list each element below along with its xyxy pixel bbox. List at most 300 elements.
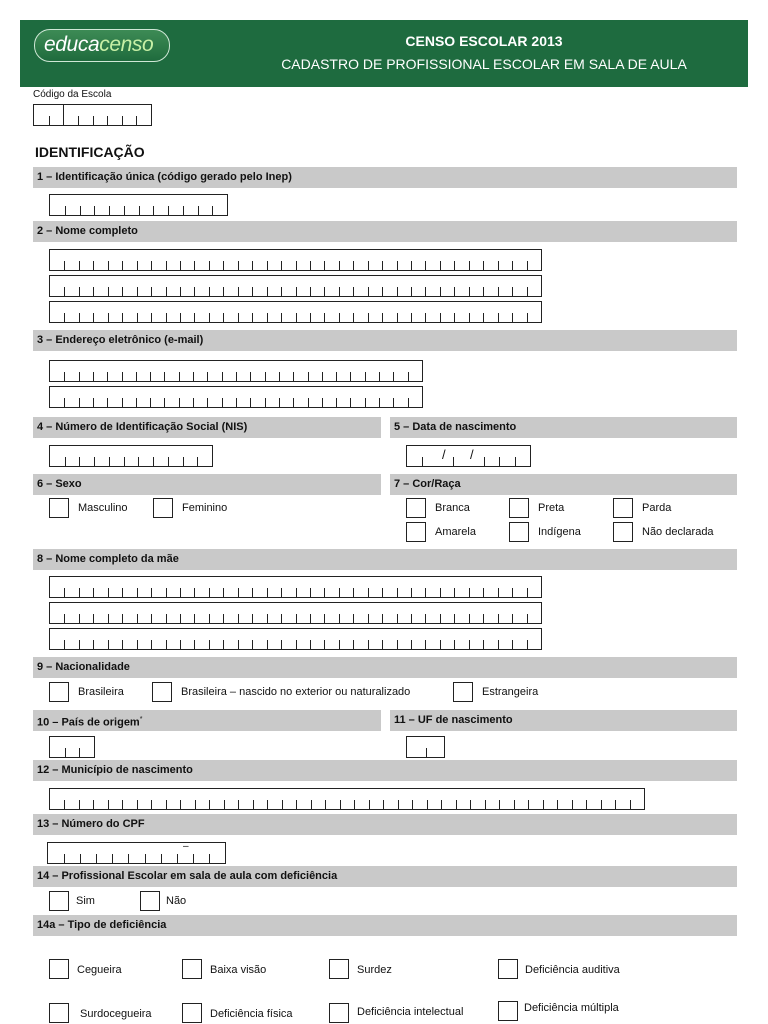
- q1-label: 1 – Identificação única (código gerado pelo Inep): [33, 167, 737, 188]
- q5-label: 5 – Data de nascimento: [390, 417, 737, 438]
- field-tick: [122, 614, 123, 623]
- field-tick: [512, 261, 513, 270]
- field-tick: [512, 588, 513, 597]
- field-tick: [296, 614, 297, 623]
- field-tick: [393, 372, 394, 381]
- raca-preta-label: Preta: [538, 502, 565, 514]
- date-separator-2: /: [470, 447, 474, 462]
- field-tick: [339, 313, 340, 322]
- field-tick: [412, 800, 413, 809]
- field-tick: [194, 287, 195, 296]
- form-subtitle: CADASTRO DE PROFISSIONAL ESCOLAR EM SALA DE AULA: [281, 56, 687, 72]
- field-tick: [382, 588, 383, 597]
- nacionalidade-brasileira-label: Brasileira: [78, 686, 124, 698]
- field-tick: [238, 614, 239, 623]
- field-tick: [80, 854, 81, 863]
- field-tick: [166, 614, 167, 623]
- school-code-field[interactable]: [33, 104, 152, 126]
- field-tick: [138, 457, 139, 466]
- raca-parda-checkbox[interactable]: [613, 498, 633, 518]
- sexo-feminino-checkbox[interactable]: [153, 498, 173, 518]
- field-tick: [108, 614, 109, 623]
- field-tick: [64, 372, 65, 381]
- field-tick: [601, 800, 602, 809]
- field-tick: [498, 313, 499, 322]
- field-tick: [122, 398, 123, 407]
- field-tick: [179, 398, 180, 407]
- field-tick: [324, 614, 325, 623]
- field-tick: [293, 398, 294, 407]
- raca-nao-declarada-checkbox[interactable]: [613, 522, 633, 542]
- field-tick: [197, 457, 198, 466]
- field-tick: [252, 614, 253, 623]
- field-tick: [180, 588, 181, 597]
- field-tick: [79, 261, 80, 270]
- field-tick: [267, 640, 268, 649]
- field-tick: [393, 398, 394, 407]
- field-tick: [49, 116, 50, 125]
- field-tick: [469, 313, 470, 322]
- field-tick: [79, 614, 80, 623]
- email-field-line-2[interactable]: [49, 386, 423, 408]
- field-tick: [150, 398, 151, 407]
- field-tick: [180, 640, 181, 649]
- deficiencia-nao-checkbox[interactable]: [140, 891, 160, 911]
- field-tick: [207, 372, 208, 381]
- field-tick: [151, 261, 152, 270]
- field-tick: [369, 800, 370, 809]
- field-tick: [336, 398, 337, 407]
- field-tick: [470, 800, 471, 809]
- field-tick: [93, 261, 94, 270]
- raca-indigena-label: Indígena: [538, 526, 581, 538]
- field-tick: [469, 261, 470, 270]
- birth-municipality-field[interactable]: [49, 788, 645, 810]
- raca-parda-label: Parda: [642, 502, 672, 514]
- field-tick: [279, 372, 280, 381]
- field-tick: [368, 287, 369, 296]
- field-tick: [238, 313, 239, 322]
- uf-birth-field[interactable]: [406, 736, 445, 758]
- field-tick: [224, 800, 225, 809]
- deficiencia-baixa-visao-label: Baixa visão: [210, 964, 267, 976]
- field-tick: [222, 398, 223, 407]
- field-tick: [324, 640, 325, 649]
- field-tick: [411, 588, 412, 597]
- deficiencia-cegueira-checkbox[interactable]: [49, 959, 69, 979]
- field-tick: [397, 588, 398, 597]
- field-tick: [166, 261, 167, 270]
- field-tick: [454, 614, 455, 623]
- field-tick: [180, 800, 181, 809]
- field-tick: [281, 261, 282, 270]
- field-tick: [456, 800, 457, 809]
- field-tick: [79, 287, 80, 296]
- q13-label: 13 – Número do CPF: [33, 814, 737, 835]
- deficiencia-cegueira-label: Cegueira: [77, 964, 122, 976]
- field-tick: [250, 398, 251, 407]
- field-tick: [339, 287, 340, 296]
- field-tick: [512, 640, 513, 649]
- field-tick: [483, 261, 484, 270]
- q14a-label: 14a – Tipo de deficiência: [33, 915, 737, 936]
- field-tick: [107, 398, 108, 407]
- field-tick: [425, 287, 426, 296]
- field-tick: [93, 640, 94, 649]
- field-tick: [514, 800, 515, 809]
- field-tick: [150, 372, 151, 381]
- deficiencia-multipla-label: Deficiência múltipla: [524, 1002, 619, 1014]
- field-tick: [236, 398, 237, 407]
- raca-preta-checkbox[interactable]: [509, 498, 529, 518]
- field-tick: [310, 261, 311, 270]
- q6-label: 6 – Sexo: [33, 474, 381, 495]
- field-tick: [322, 372, 323, 381]
- deficiencia-sim-label: Sim: [76, 895, 95, 907]
- nis-field[interactable]: [49, 445, 213, 467]
- full-name-field-line-1[interactable]: [49, 249, 542, 271]
- field-tick: [180, 313, 181, 322]
- field-tick: [483, 287, 484, 296]
- field-tick: [281, 614, 282, 623]
- logo-text-educa: educa: [44, 33, 100, 56]
- field-tick: [136, 398, 137, 407]
- field-tick: [265, 398, 266, 407]
- field-tick: [179, 372, 180, 381]
- q12-label: 12 – Município de nascimento: [33, 760, 737, 781]
- field-tick: [293, 372, 294, 381]
- field-tick: [469, 588, 470, 597]
- deficiencia-intelectual-label: Deficiência intelectual: [357, 1006, 464, 1018]
- field-tick: [151, 614, 152, 623]
- deficiencia-surdez-checkbox[interactable]: [329, 959, 349, 979]
- field-tick: [543, 800, 544, 809]
- field-tick: [79, 588, 80, 597]
- field-tick: [440, 313, 441, 322]
- field-tick: [469, 640, 470, 649]
- field-tick: [397, 313, 398, 322]
- field-tick: [379, 398, 380, 407]
- field-tick: [180, 287, 181, 296]
- field-tick: [353, 640, 354, 649]
- field-tick: [194, 640, 195, 649]
- field-tick: [515, 457, 516, 466]
- field-tick: [324, 261, 325, 270]
- deficiencia-multipla-checkbox[interactable]: [498, 1001, 518, 1021]
- field-tick: [151, 287, 152, 296]
- field-tick: [339, 588, 340, 597]
- field-tick: [353, 313, 354, 322]
- raca-nao-declarada-label: Não declarada: [642, 526, 714, 538]
- field-tick: [339, 261, 340, 270]
- date-separator-1: /: [442, 447, 446, 462]
- cpf-field[interactable]: [47, 842, 226, 864]
- field-tick: [93, 116, 94, 125]
- field-tick: [382, 287, 383, 296]
- field-tick: [252, 287, 253, 296]
- field-tick: [223, 313, 224, 322]
- field-tick: [193, 398, 194, 407]
- field-tick: [368, 261, 369, 270]
- field-tick: [223, 588, 224, 597]
- field-tick: [310, 287, 311, 296]
- field-tick: [65, 457, 66, 466]
- field-tick: [64, 854, 65, 863]
- field-tick: [94, 457, 95, 466]
- field-tick: [353, 614, 354, 623]
- field-tick: [586, 800, 587, 809]
- raca-amarela-label: Amarela: [435, 526, 476, 538]
- field-tick: [427, 800, 428, 809]
- birth-date-field[interactable]: [406, 445, 531, 467]
- field-tick: [161, 854, 162, 863]
- field-tick: [498, 588, 499, 597]
- field-tick: [78, 116, 79, 125]
- full-name-field-line-2[interactable]: [49, 275, 542, 297]
- deficiencia-baixa-visao-checkbox[interactable]: [182, 959, 202, 979]
- field-tick: [124, 457, 125, 466]
- field-tick: [137, 287, 138, 296]
- field-tick: [350, 372, 351, 381]
- field-tick: [469, 287, 470, 296]
- field-tick: [252, 313, 253, 322]
- field-tick: [379, 372, 380, 381]
- field-tick: [310, 588, 311, 597]
- field-tick: [368, 614, 369, 623]
- field-tick: [411, 261, 412, 270]
- deficiencia-surdocegueira-checkbox[interactable]: [49, 1003, 69, 1023]
- field-tick: [108, 313, 109, 322]
- field-tick: [528, 800, 529, 809]
- field-tick: [382, 614, 383, 623]
- field-tick: [483, 640, 484, 649]
- field-tick: [267, 287, 268, 296]
- field-tick: [65, 748, 66, 757]
- field-tick: [223, 261, 224, 270]
- field-tick: [265, 372, 266, 381]
- nacionalidade-estrangeira-checkbox[interactable]: [453, 682, 473, 702]
- field-tick: [281, 287, 282, 296]
- field-tick: [109, 457, 110, 466]
- field-tick: [122, 588, 123, 597]
- field-tick: [93, 372, 94, 381]
- field-tick: [279, 398, 280, 407]
- nacionalidade-naturalizado-label: Brasileira – nascido no exterior ou naturalizado: [181, 686, 411, 698]
- q10-footnote-mark: *: [139, 716, 143, 723]
- field-tick: [63, 105, 64, 125]
- field-tick: [527, 614, 528, 623]
- field-tick: [151, 313, 152, 322]
- field-tick: [151, 640, 152, 649]
- field-tick: [308, 398, 309, 407]
- field-tick: [440, 588, 441, 597]
- cpf-dash: –: [183, 841, 189, 852]
- field-tick: [122, 313, 123, 322]
- field-tick: [422, 457, 423, 466]
- field-tick: [397, 640, 398, 649]
- field-tick: [164, 372, 165, 381]
- field-tick: [209, 640, 210, 649]
- sexo-masculino-label: Masculino: [78, 502, 128, 514]
- q9-label: 9 – Nacionalidade: [33, 657, 737, 678]
- field-tick: [194, 313, 195, 322]
- field-tick: [397, 261, 398, 270]
- field-tick: [122, 287, 123, 296]
- field-tick: [168, 206, 169, 215]
- q1-inep-id-field[interactable]: [49, 194, 228, 216]
- full-name-field-line-3[interactable]: [49, 301, 542, 323]
- mother-name-field-line-3[interactable]: [49, 628, 542, 650]
- field-tick: [527, 313, 528, 322]
- field-tick: [322, 398, 323, 407]
- nacionalidade-naturalizado-checkbox[interactable]: [152, 682, 172, 702]
- field-tick: [252, 261, 253, 270]
- q11-label: 11 – UF de nascimento: [390, 710, 737, 731]
- field-tick: [93, 313, 94, 322]
- field-tick: [425, 313, 426, 322]
- field-tick: [207, 398, 208, 407]
- field-tick: [177, 854, 178, 863]
- deficiencia-fisica-checkbox[interactable]: [182, 1003, 202, 1023]
- field-tick: [96, 854, 97, 863]
- q10-label: [33, 710, 381, 731]
- field-tick: [93, 614, 94, 623]
- q7-label: 7 – Cor/Raça: [390, 474, 737, 495]
- field-tick: [454, 313, 455, 322]
- field-tick: [408, 398, 409, 407]
- deficiencia-intelectual-checkbox[interactable]: [329, 1003, 349, 1023]
- deficiencia-nao-label: Não: [166, 895, 187, 907]
- field-tick: [212, 206, 213, 215]
- field-tick: [139, 206, 140, 215]
- field-tick: [137, 640, 138, 649]
- field-tick: [324, 588, 325, 597]
- field-tick: [93, 588, 94, 597]
- field-tick: [441, 800, 442, 809]
- field-tick: [128, 854, 129, 863]
- field-tick: [108, 588, 109, 597]
- field-tick: [108, 261, 109, 270]
- field-tick: [310, 313, 311, 322]
- field-tick: [426, 748, 427, 757]
- field-tick: [483, 313, 484, 322]
- field-tick: [281, 588, 282, 597]
- mother-name-field-line-2[interactable]: [49, 602, 542, 624]
- field-tick: [310, 640, 311, 649]
- raca-amarela-checkbox[interactable]: [406, 522, 426, 542]
- field-tick: [311, 800, 312, 809]
- field-tick: [108, 640, 109, 649]
- field-tick: [238, 800, 239, 809]
- field-tick: [383, 800, 384, 809]
- field-tick: [166, 640, 167, 649]
- sexo-masculino-checkbox[interactable]: [49, 498, 69, 518]
- field-tick: [411, 287, 412, 296]
- field-tick: [382, 261, 383, 270]
- field-tick: [80, 206, 81, 215]
- raca-branca-checkbox[interactable]: [406, 498, 426, 518]
- field-tick: [209, 261, 210, 270]
- field-tick: [425, 614, 426, 623]
- q2-label: 2 – Nome completo: [33, 221, 737, 242]
- field-tick: [107, 116, 108, 125]
- field-tick: [336, 372, 337, 381]
- field-tick: [282, 800, 283, 809]
- field-tick: [250, 372, 251, 381]
- mother-name-field-line-1[interactable]: [49, 576, 542, 598]
- raca-indigena-checkbox[interactable]: [509, 522, 529, 542]
- field-tick: [267, 313, 268, 322]
- field-tick: [408, 372, 409, 381]
- country-origin-field[interactable]: [49, 736, 95, 758]
- field-tick: [166, 287, 167, 296]
- field-tick: [325, 800, 326, 809]
- deficiencia-sim-checkbox[interactable]: [49, 891, 69, 911]
- field-tick: [122, 261, 123, 270]
- field-tick: [153, 206, 154, 215]
- field-tick: [193, 854, 194, 863]
- form-header: [20, 20, 748, 87]
- field-tick: [324, 313, 325, 322]
- field-tick: [382, 313, 383, 322]
- deficiencia-auditiva-checkbox[interactable]: [498, 959, 518, 979]
- q14-label: 14 – Profissional Escolar em sala de aula com deficiência: [33, 866, 737, 887]
- field-tick: [340, 800, 341, 809]
- field-tick: [368, 313, 369, 322]
- field-tick: [122, 116, 123, 125]
- deficiencia-auditiva-label: Deficiência auditiva: [525, 964, 620, 976]
- field-tick: [79, 457, 80, 466]
- field-tick: [195, 800, 196, 809]
- field-tick: [339, 614, 340, 623]
- field-tick: [209, 800, 210, 809]
- deficiencia-fisica-label: Deficiência física: [210, 1008, 293, 1020]
- nacionalidade-brasileira-checkbox[interactable]: [49, 682, 69, 702]
- field-tick: [308, 372, 309, 381]
- field-tick: [440, 261, 441, 270]
- nacionalidade-estrangeira-label: Estrangeira: [482, 686, 539, 698]
- field-tick: [267, 800, 268, 809]
- field-tick: [64, 640, 65, 649]
- field-tick: [253, 800, 254, 809]
- field-tick: [411, 614, 412, 623]
- field-tick: [498, 614, 499, 623]
- field-tick: [238, 287, 239, 296]
- field-tick: [267, 261, 268, 270]
- field-tick: [527, 261, 528, 270]
- field-tick: [512, 287, 513, 296]
- field-tick: [194, 261, 195, 270]
- field-tick: [512, 313, 513, 322]
- field-tick: [122, 372, 123, 381]
- field-tick: [238, 640, 239, 649]
- field-tick: [281, 313, 282, 322]
- field-tick: [137, 261, 138, 270]
- field-tick: [483, 614, 484, 623]
- section-title-identificacao: IDENTIFICAÇÃO: [35, 144, 145, 160]
- field-tick: [64, 287, 65, 296]
- email-field-line-1[interactable]: [49, 360, 423, 382]
- field-tick: [368, 640, 369, 649]
- field-tick: [137, 313, 138, 322]
- field-tick: [93, 398, 94, 407]
- field-tick: [296, 640, 297, 649]
- field-tick: [79, 748, 80, 757]
- field-tick: [499, 457, 500, 466]
- raca-branca-label: Branca: [435, 502, 470, 514]
- deficiencia-surdocegueira-label: Surdocegueira: [80, 1008, 152, 1020]
- field-tick: [411, 640, 412, 649]
